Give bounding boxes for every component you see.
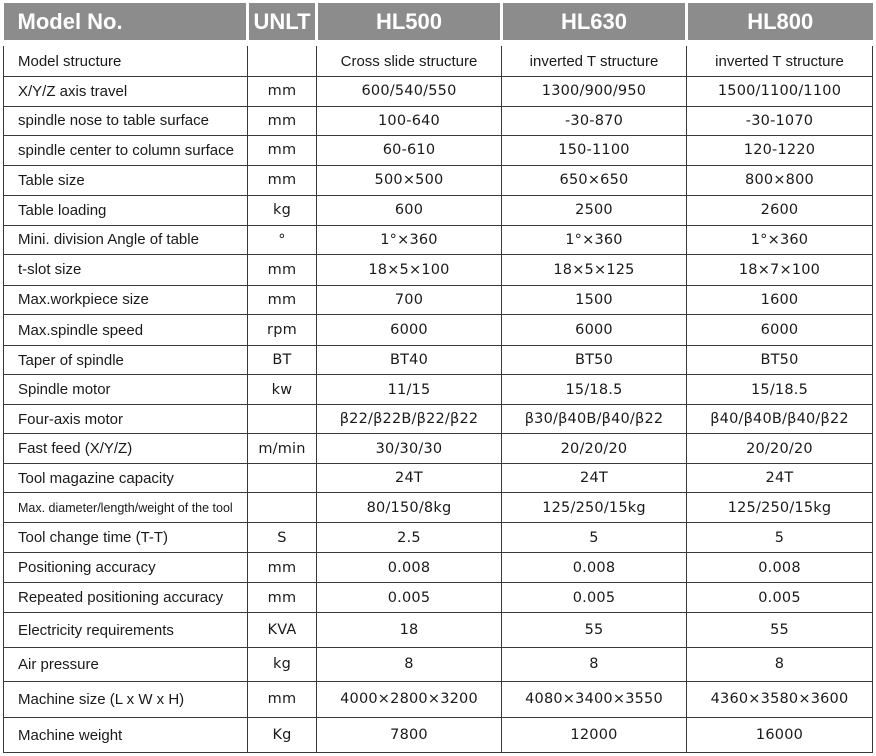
parameter-cell: Spindle motor (4, 375, 248, 405)
value-cell-hl500: 100-640 (317, 106, 502, 136)
value-cell-hl630: 6000 (502, 315, 687, 346)
table-row (4, 375, 873, 405)
value-cell-hl500: 600/540/550 (317, 77, 502, 107)
unit-cell: KVA (248, 613, 317, 648)
parameter-cell: Max.spindle speed (4, 315, 248, 346)
table-row (4, 315, 873, 346)
table-row (4, 285, 873, 315)
parameter-cell: Machine weight (4, 718, 248, 753)
parameter-cell: Taper of spindle (4, 345, 248, 375)
value-cell-hl630: 125/250/15kg (502, 493, 687, 523)
value-cell-hl500: 1°×360 (317, 225, 502, 255)
table-row (4, 613, 873, 648)
value-cell-hl500: 30/30/30 (317, 434, 502, 464)
table-row (4, 681, 873, 718)
model-no-header: Model No. (4, 3, 248, 43)
value-cell-hl500: Cross slide structure (317, 43, 502, 77)
parameter-cell: Repeated positioning accuracy (4, 582, 248, 613)
unit-cell: mm (248, 681, 317, 718)
value-cell-hl630: 150-1100 (502, 136, 687, 166)
value-cell-hl630: 1°×360 (502, 225, 687, 255)
value-cell-hl630: 1500 (502, 285, 687, 315)
table-row (4, 225, 873, 255)
parameter-cell: Electricity requirements (4, 613, 248, 648)
value-cell-hl800: 125/250/15kg (687, 493, 873, 523)
unit-cell: ° (248, 225, 317, 255)
value-cell-hl630: BT50 (502, 345, 687, 375)
parameter-cell: spindle nose to table surface (4, 106, 248, 136)
value-cell-hl630: inverted T structure (502, 43, 687, 77)
table-row (4, 522, 873, 553)
parameter-cell: spindle center to column surface (4, 136, 248, 166)
value-cell-hl500: 2.5 (317, 522, 502, 553)
table-row (4, 434, 873, 464)
value-cell-hl800: 20/20/20 (687, 434, 873, 464)
value-cell-hl500: 600 (317, 196, 502, 226)
unit-cell: mm (248, 77, 317, 107)
value-cell-hl500: 18 (317, 613, 502, 648)
parameter-cell: Mini. division Angle of table (4, 225, 248, 255)
parameter-cell: Max.workpiece size (4, 285, 248, 315)
parameter-cell: Tool magazine capacity (4, 463, 248, 493)
parameter-cell: Four-axis motor (4, 404, 248, 434)
value-cell-hl630: 55 (502, 613, 687, 648)
value-cell-hl800: inverted T structure (687, 43, 873, 77)
value-cell-hl630: 8 (502, 648, 687, 682)
table-row (4, 404, 873, 434)
unit-cell: mm (248, 285, 317, 315)
value-cell-hl630: 20/20/20 (502, 434, 687, 464)
value-cell-hl630: 15/18.5 (502, 375, 687, 405)
spec-table (3, 3, 873, 753)
unit-cell: kg (248, 196, 317, 226)
parameter-cell: t-slot size (4, 255, 248, 286)
value-cell-hl800: 0.008 (687, 553, 873, 583)
table-row (4, 196, 873, 226)
value-cell-hl630: 2500 (502, 196, 687, 226)
parameter-cell: Positioning accuracy (4, 553, 248, 583)
value-cell-hl500: BT40 (317, 345, 502, 375)
parameter-cell: Air pressure (4, 648, 248, 682)
value-cell-hl800: 1600 (687, 285, 873, 315)
model-header-hl630: HL630 (502, 3, 687, 43)
value-cell-hl800: 6000 (687, 315, 873, 346)
table-row (4, 582, 873, 613)
value-cell-hl630: 5 (502, 522, 687, 553)
parameter-cell: Tool change time (T-T) (4, 522, 248, 553)
table-row (4, 43, 873, 77)
value-cell-hl630: β30/β40B/β40/β22 (502, 404, 687, 434)
table-row (4, 165, 873, 196)
parameter-cell: Table size (4, 165, 248, 196)
model-header-hl800: HL800 (687, 3, 873, 43)
value-cell-hl500: 7800 (317, 718, 502, 753)
value-cell-hl800: 0.005 (687, 582, 873, 613)
value-cell-hl500: 11/15 (317, 375, 502, 405)
model-header-hl500: HL500 (317, 3, 502, 43)
value-cell-hl800: -30-1070 (687, 106, 873, 136)
value-cell-hl800: 800×800 (687, 165, 873, 196)
unit-cell: mm (248, 165, 317, 196)
unit-cell (248, 43, 317, 77)
header-row (4, 3, 873, 43)
value-cell-hl800: 55 (687, 613, 873, 648)
value-cell-hl500: 0.008 (317, 553, 502, 583)
table-header (4, 3, 873, 43)
table-body (4, 43, 873, 753)
value-cell-hl800: 16000 (687, 718, 873, 753)
unit-cell: S (248, 522, 317, 553)
value-cell-hl500: 4000×2800×3200 (317, 681, 502, 718)
unit-cell: kg (248, 648, 317, 682)
value-cell-hl800: 18×7×100 (687, 255, 873, 286)
unit-cell: mm (248, 255, 317, 286)
value-cell-hl500: β22/β22B/β22/β22 (317, 404, 502, 434)
value-cell-hl800: 1500/1100/1100 (687, 77, 873, 107)
unit-cell: Kg (248, 718, 317, 753)
value-cell-hl500: 80/150/8kg (317, 493, 502, 523)
unit-header: UNLT (248, 3, 317, 43)
table-row (4, 345, 873, 375)
unit-cell: m/min (248, 434, 317, 464)
unit-cell: mm (248, 553, 317, 583)
parameter-cell: Model structure (4, 43, 248, 77)
parameter-cell: Table loading (4, 196, 248, 226)
value-cell-hl630: 0.008 (502, 553, 687, 583)
value-cell-hl630: 1300/900/950 (502, 77, 687, 107)
unit-cell (248, 463, 317, 493)
value-cell-hl630: 12000 (502, 718, 687, 753)
unit-cell (248, 404, 317, 434)
table-row (4, 77, 873, 107)
value-cell-hl630: -30-870 (502, 106, 687, 136)
value-cell-hl630: 0.005 (502, 582, 687, 613)
value-cell-hl800: 15/18.5 (687, 375, 873, 405)
unit-cell: mm (248, 136, 317, 166)
parameter-cell: Fast feed (X/Y/Z) (4, 434, 248, 464)
value-cell-hl800: 120-1220 (687, 136, 873, 166)
table-row (4, 648, 873, 682)
parameter-cell: Machine size (L x W x H) (4, 681, 248, 718)
value-cell-hl800: 1°×360 (687, 225, 873, 255)
value-cell-hl630: 650×650 (502, 165, 687, 196)
value-cell-hl800: β40/β40B/β40/β22 (687, 404, 873, 434)
value-cell-hl800: 24T (687, 463, 873, 493)
unit-cell: BT (248, 345, 317, 375)
value-cell-hl800: 8 (687, 648, 873, 682)
value-cell-hl500: 700 (317, 285, 502, 315)
table-row (4, 718, 873, 753)
table-row (4, 463, 873, 493)
table-row (4, 553, 873, 583)
table-row (4, 493, 873, 523)
unit-cell: mm (248, 106, 317, 136)
value-cell-hl500: 0.005 (317, 582, 502, 613)
value-cell-hl500: 8 (317, 648, 502, 682)
value-cell-hl800: 4360×3580×3600 (687, 681, 873, 718)
unit-cell (248, 493, 317, 523)
value-cell-hl500: 6000 (317, 315, 502, 346)
unit-cell: rpm (248, 315, 317, 346)
table-row (4, 255, 873, 286)
value-cell-hl500: 18×5×100 (317, 255, 502, 286)
value-cell-hl630: 4080×3400×3550 (502, 681, 687, 718)
unit-cell: mm (248, 582, 317, 613)
value-cell-hl500: 500×500 (317, 165, 502, 196)
value-cell-hl800: 5 (687, 522, 873, 553)
value-cell-hl630: 18×5×125 (502, 255, 687, 286)
parameter-cell: X/Y/Z axis travel (4, 77, 248, 107)
value-cell-hl500: 60-610 (317, 136, 502, 166)
value-cell-hl500: 24T (317, 463, 502, 493)
unit-cell: kw (248, 375, 317, 405)
value-cell-hl630: 24T (502, 463, 687, 493)
value-cell-hl800: 2600 (687, 196, 873, 226)
value-cell-hl800: BT50 (687, 345, 873, 375)
table-row (4, 106, 873, 136)
parameter-cell: Max. diameter/length/weight of the tool (4, 493, 248, 523)
table-row (4, 136, 873, 166)
